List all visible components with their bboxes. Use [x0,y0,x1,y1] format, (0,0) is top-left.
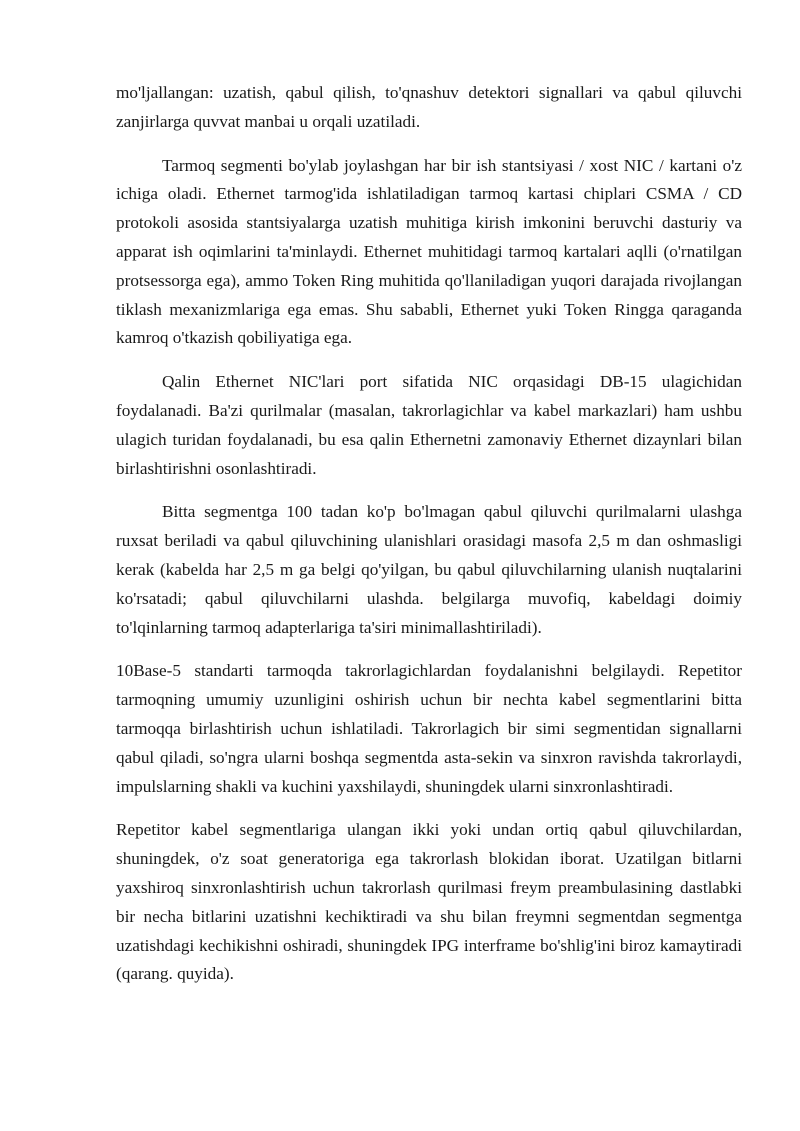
document-body [116,79,742,1004]
paragraph-1: mo'ljallangan: uzatish, qabul qilish, to'qnashuv detektori signallari va qabul qiluvchi zanjirlarga quvvat manbai u orqali uzatiladi. [116,83,742,131]
paragraph-4: Bitta segmentga 100 tadan ko'p bo'lmagan qabul qiluvchi qurilmalarni ulashga ruxsat beriladi va qabul qiluvchining ulanishlari orasidagi masofa 2,5 m dan oshmasligi kerak (kabelda har 2,5 m ga belgi qo'yilgan, bu qabul qiluvchilarning ulanish nuqtalarini ko'rsatadi; qabul qiluvchilarni ulashda. belgilarga muvofiq, kabeldagi doimiy to'lqinlarning tarmoq adapterlariga ta'siri minimallashtiriladi). [116,502,742,637]
paragraph-3: Qalin Ethernet NIC'lari port sifatida NIC orqasidagi DB-15 ulagichidan foydalanadi. Ba'zi qurilmalar (masalan, takrorlagichlar va kabel markazlari) ham ushbu ulagich turidan foydalanadi, bu esa qalin Ethernetni zamonaviy Ethernet dizaynlari bilan birlashtirishni osonlashtiradi. [116,372,742,478]
paragraph-6: Repetitor kabel segmentlariga ulangan ikki yoki undan ortiq qabul qiluvchilardan, shuningdek, o'z soat generatoriga ega takrorlash blokidan iborat. Uzatilgan bitlarni yaxshiroq sinxronlashtirish uchun takrorlash qurilmasi freym preambulasining dastlabki bir necha bitlarini uzatishni kechiktiradi va shu bilan freymni segmentdan segmentga uzatishdagi kechikishni oshiradi, shuningdek IPG interframe bo'shlig'ini biroz kamaytiradi (qarang. quyida). [116,820,742,984]
paragraph-5: 10Base-5 standarti tarmoqda takrorlagichlardan foydalanishni belgilaydi. Repetitor tarmoqning umumiy uzunligini oshirish uchun bir nechta kabel segmentlarini bitta tarmoqqa birlashtirish uchun ishlatiladi. Takrorlagich bir simi segmentidan signallarni qabul qiladi, so'ngra ularni boshqa segmentda asta-sekin va sinxron ravishda takrorlaydi, impulslarning shakli va kuchini yaxshilaydi, shuningdek ularni sinxronlashtiradi. [116,661,742,796]
paragraph-2: Tarmoq segmenti bo'ylab joylashgan har bir ish stantsiyasi / xost NIC / kartani o'z ichiga oladi. Ethernet tarmog'ida ishlatiladigan tarmoq kartasi chiplari CSMA / CD protokoli asosida stantsiyalarga uzatish muhitiga kirish imkonini beruvchi dasturiy va apparat ish oqimlarini ta'minlaydi. Ethernet muhitidagi tarmoq kartalari aqlli (o'rnatilgan protsessorga ega), ammo Token Ring muhitida qo'llaniladigan yuqori darajada rivojlangan tiklash mexanizmlariga ega emas. Shu sababli, Ethernet yuki Token Ringga qaraganda kamroq o'tkazish qobiliyatiga ega. [116,155,742,348]
